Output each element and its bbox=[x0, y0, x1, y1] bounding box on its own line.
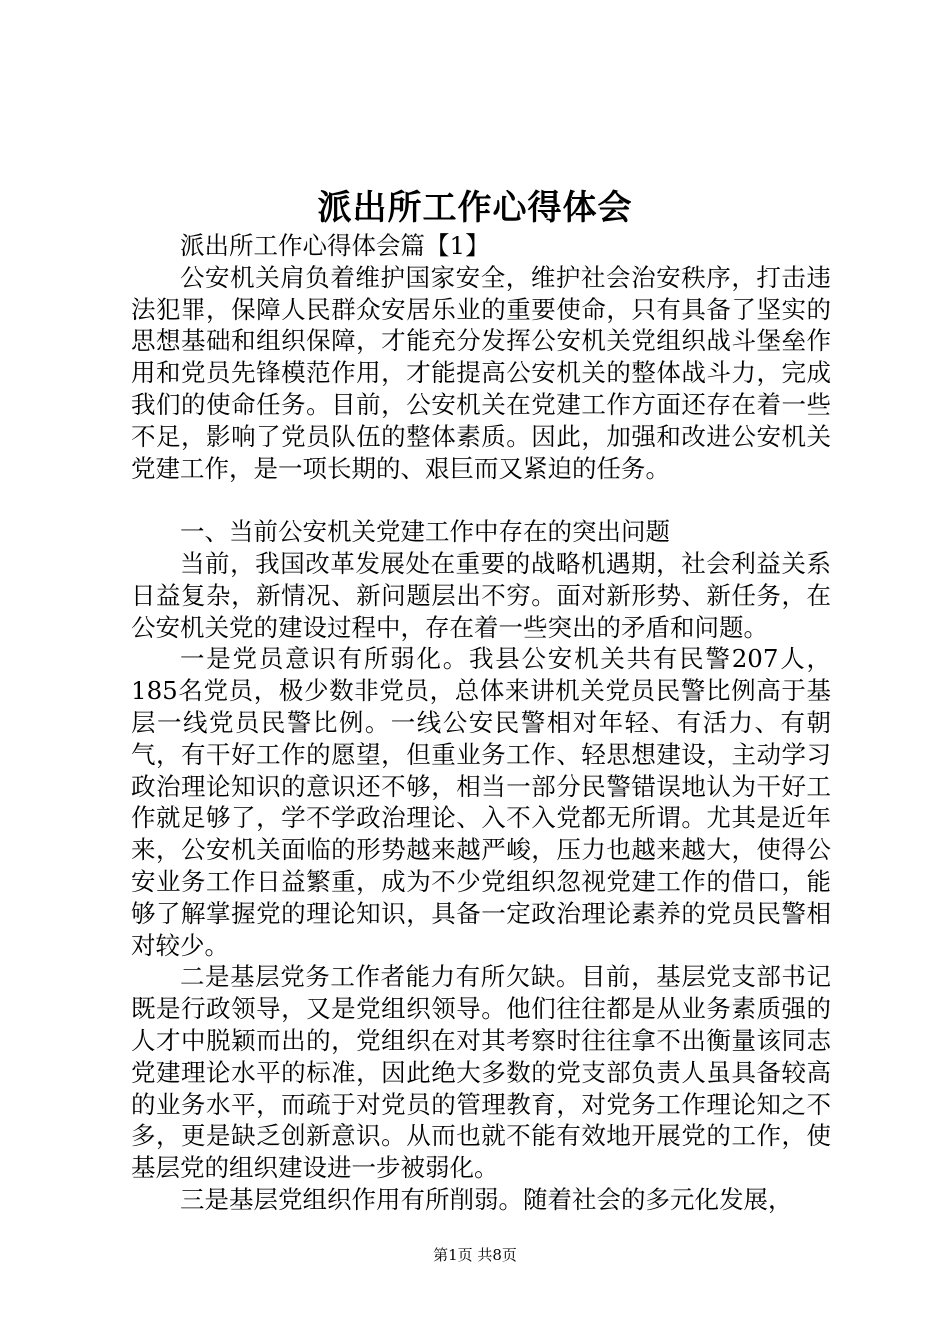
paragraph-point-1: 一是党员意识有所弱化。我县公安机关共有民警207人，185名党员，极少数非党员，总体来讲机关党员民警比例高于基层一线党员民警比例。一线公安民警相对年轻、有活力、有朝气，有干好工作的愿望，但重业务工作、轻思想建设，主动学习政治理论知识的意识还不够，相当一部分民警错误地认为干好工作就足够了，学不学政治理论、入不入党都无所谓。尤其是近年来，公安机关面临的形势越来越严峻，压力也越来越大，使得公安业务工作日益繁重，成为不少党组织忽视党建工作的借口，能够了解掌握党的理论知识，具备一定政治理论素养的党员民警相对较少。 bbox=[131, 644, 831, 960]
paragraph-context: 当前，我国改革发展处在重要的战略机遇期，社会利益关系日益复杂，新情况、新问题层出不穷。面对新形势、新任务，在公安机关党的建设过程中，存在着一些突出的矛盾和问题。 bbox=[131, 548, 831, 642]
document-body bbox=[131, 230, 831, 1216]
section-subtitle: 派出所工作心得体会篇【1】 bbox=[180, 231, 490, 260]
section-heading: 一、当前公安机关党建工作中存在的突出问题 bbox=[180, 517, 670, 547]
paragraph-point-2: 二是基层党务工作者能力有所欠缺。目前，基层党支部书记既是行政领导，又是党组织领导。他们往往都是从业务素质强的人才中脱颖而出的，党组织在对其考察时往往拿不出衡量该同志党建理论水平的标准，因此绝大多数的党支部负责人虽具备较高的业务水平，而疏于对党员的管理教育，对党务工作理论知之不多，更是缺乏创新意识。从而也就不能有效地开展党的工作，使基层党的组织建设进一步被弱化。 bbox=[131, 962, 831, 1183]
paragraph-intro: 公安机关肩负着维护国家安全，维护社会治安秩序，打击违法犯罪，保障人民群众安居乐业的重要使命，只有具备了坚实的思想基础和组织保障，才能充分发挥公安机关党组织战斗堡垒作用和党员先锋模范作用，才能提高公安机关的整体战斗力，完成我们的使命任务。目前，公安机关在党建工作方面还存在着一些不足，影响了党员队伍的整体素质。因此，加强和改进公安机关党建工作，是一项长期的、艰巨而又紧迫的任务。 bbox=[131, 262, 831, 483]
document-title: 派出所工作心得体会 bbox=[317, 188, 633, 228]
paragraph-point-3: 三是基层党组织作用有所削弱。随着社会的多元化发展， bbox=[180, 1184, 793, 1214]
page-footer: 第1页 共8页 bbox=[433, 1246, 517, 1264]
